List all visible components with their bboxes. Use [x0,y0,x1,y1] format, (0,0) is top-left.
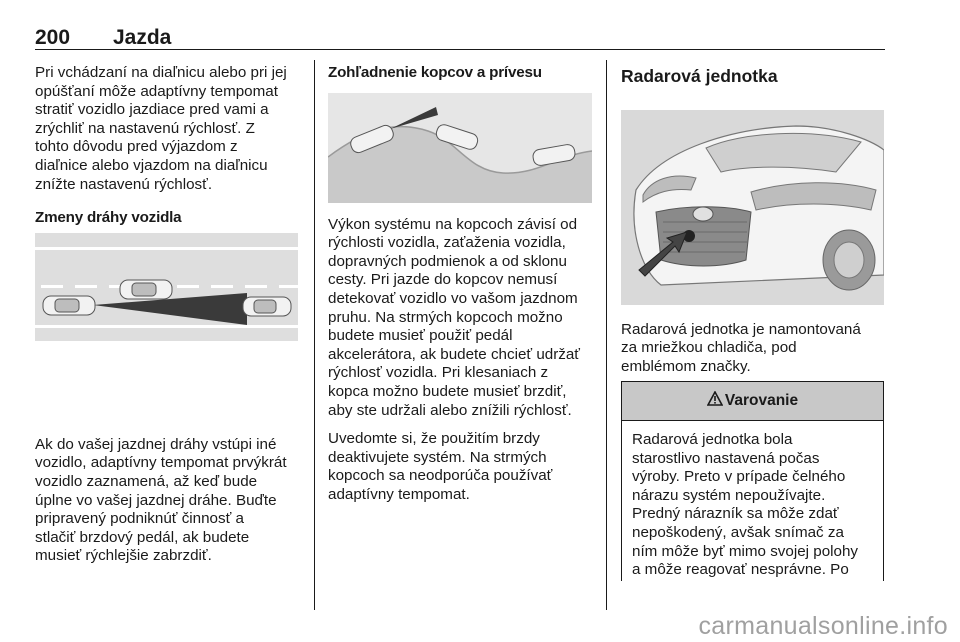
radar-svg [621,110,884,305]
own-car [43,296,95,315]
lane-change-svg [35,233,298,341]
hills-svg [328,93,592,203]
section-heading-radar: Radarová jednotka [621,66,778,86]
lane-change-paragraph: Ak do vašej jazdnej dráhy vstúpi iné vozidlo, adaptívny tempomat prvýkrát vozidlo zaznamená, až keď bude úplne vo vašej jazdnej dráhe. Buďte pripravený podniknúť činnosť a stlačiť brzdový pedál, ak budete musieť rýchlejšie zabrzdiť. [35,435,287,565]
hills-paragraph-2: Uvedomte si, že použitím brzdy deaktivujete systém. Na strmých kopcoch sa neodporúča používať adaptívny tempomat. [328,430,553,503]
warning-header [622,382,883,421]
column-divider-2 [606,60,607,610]
warning-triangle-icon [707,391,723,411]
radar-unit-illustration [621,110,884,305]
lane-change-illustration [35,233,298,341]
hills-illustration [328,93,592,203]
warning-title: Varovanie [724,392,799,409]
page-number: 200 [35,26,71,49]
radar-paragraph: Radarová jednotka je namontovaná za mriežkou chladiča, pod emblémom značky. [621,320,861,375]
page-header [35,26,885,50]
watermark: carmanualsonline.info [698,612,948,640]
section-heading-lane-change: Zmeny dráhy vozidla [35,209,182,227]
warning-box [621,381,884,581]
header-divider [35,49,885,50]
column-divider-1 [314,60,315,610]
section-heading-hills: Zohľadnenie kopcov a prívesu [328,64,542,81]
lead-car [243,297,291,316]
merging-car [120,280,172,299]
warning-text: Radarová jednotka bola starostlivo nastavená počas výroby. Preto v prípade čelného nárazu systém nepoužívajte. Predný nárazník sa môže zdať nepoškodený, avšak snímač za ním môže byť mimo svojej polohy a môže reagovať nesprávne. Po [632,431,858,579]
chapter-title: Jazda [113,26,172,49]
hills-paragraph-1: Výkon systému na kopcoch závisí od rýchlosti vozidla, zaťaženia vozidla, dopravných podmienok a od sklonu cesty. Pri jazde do kopcov nemusí detekovať vozidlo vo vašom jazdnom pruhu. Na strmých kopcoch možno budete musieť použiť pedál akcelerátora, ak budete chcieť udržať rýchlosť vozidla. Pri klesaniach z kopca možno budete musieť brzdiť, aby ste udržali alebo znížili rýchlosť. [328,215,581,419]
intro-paragraph: Pri vchádzaní na diaľnicu alebo pri jej opúšťaní môže adaptívny tempomat stratiť vozidlo jazdiace pred vami a zrýchliť na nastavenú rýchlosť. Z tohto dôvodu pred výjazdom z diaľnice alebo vjazdom na diaľnicu znížte nastavenú rýchlosť. [35,64,287,193]
